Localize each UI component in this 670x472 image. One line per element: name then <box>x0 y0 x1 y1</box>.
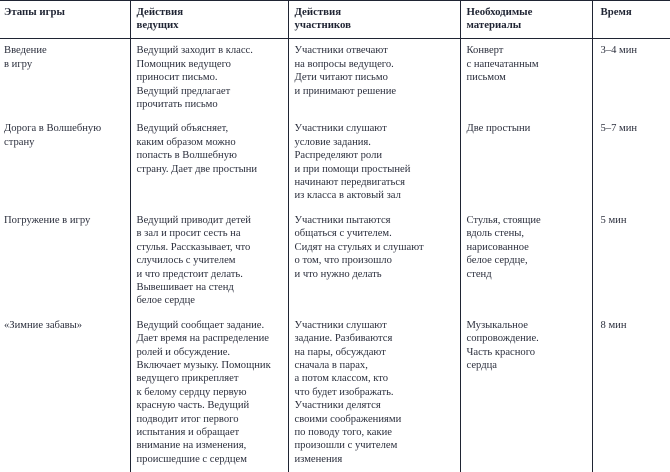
cell-line: Ведущий сообщает задание. <box>136 319 265 331</box>
cell-participant-actions <box>288 209 460 314</box>
cell-line: Ведущий объясняет, <box>136 123 229 135</box>
cell-line: стенд <box>466 268 492 280</box>
cell-line: Музыкальное <box>466 319 528 331</box>
cell-line: и что предстоит делать. <box>136 268 243 280</box>
cell-line: Дает время на распределение <box>136 333 270 345</box>
header-line: Необходимые <box>466 6 533 18</box>
cell-line: Участники пытаются <box>294 214 391 226</box>
cell-line: Распределяют роли <box>294 150 383 162</box>
cell-line: Ведущий заходит в класс. <box>136 45 253 57</box>
cell-line: общаться с учителем. <box>294 228 392 240</box>
cell-line: по поводу того, какие <box>294 426 393 438</box>
cell-line: ведущего прикрепляет <box>136 373 239 385</box>
cell-line: происшедшие с сердцем <box>136 453 247 465</box>
cell-line: подводит итог первого <box>136 413 239 425</box>
cell-line: произошли с учителем <box>294 440 398 452</box>
cell-line: условие задания. <box>294 136 371 148</box>
header-line: Действия <box>294 6 342 18</box>
cell-line: на вопросы ведущего. <box>294 58 394 70</box>
cell-time: 5–7 мин <box>592 117 670 208</box>
cell-materials <box>460 209 592 314</box>
header-line: участников <box>294 19 351 32</box>
cell-line: Вывешивает на стенд <box>136 281 234 293</box>
cell-line: о том, что произошло <box>294 255 392 267</box>
table-row <box>0 117 670 208</box>
cell-time: 3–4 мин <box>592 39 670 118</box>
cell-leader-actions <box>130 39 288 118</box>
cell-line: Конверт <box>466 45 504 57</box>
cell-line: Стулья, стоящие <box>466 214 541 226</box>
cell-materials <box>460 117 592 208</box>
table-row <box>0 209 670 314</box>
cell-line: Включает музыку. Помощник <box>136 359 271 371</box>
cell-line: на пары, обсуждают <box>294 346 386 358</box>
cell-participant-actions <box>288 117 460 208</box>
cell-line: с напечатанным <box>466 58 539 70</box>
cell-line: и принимают решение <box>294 85 397 97</box>
cell-time: 8 мин <box>592 314 670 472</box>
cell-line: письмом <box>466 72 506 84</box>
cell-line: ролей и обсуждение. <box>136 346 231 358</box>
cell-stage <box>0 39 130 118</box>
cell-line: Участники слушают <box>294 123 387 135</box>
cell-line: в игру <box>4 58 33 70</box>
header-line: ведущих <box>136 19 179 32</box>
cell-leader-actions <box>130 117 288 208</box>
cell-line: а потом классом, кто <box>294 373 389 385</box>
cell-line: приносит письмо. <box>136 72 218 84</box>
cell-line: своими соображениями <box>294 413 402 425</box>
header-line: материалы <box>466 19 522 32</box>
cell-line: Ведущий приводит детей <box>136 214 251 226</box>
cell-line: внимание на изменения, <box>136 440 247 452</box>
cell-line: страну <box>4 136 35 148</box>
cell-line: Сидят на стульях и слушают <box>294 241 424 253</box>
cell-participant-actions <box>288 39 460 118</box>
header-line: Действия <box>136 6 184 18</box>
cell-line: Участники делятся <box>294 400 381 412</box>
cell-line: Часть красного <box>466 346 536 358</box>
cell-line: «Зимние забавы» <box>4 319 83 331</box>
cell-line: к белому сердцу первую <box>136 386 247 398</box>
column-header-participant-actions <box>288 1 460 39</box>
cell-line: и при помощи простыней <box>294 163 411 175</box>
cell-leader-actions <box>130 209 288 314</box>
cell-stage <box>0 117 130 208</box>
cell-stage <box>0 209 130 314</box>
cell-line: Участники слушают <box>294 319 387 331</box>
cell-line: нарисованное <box>466 241 529 253</box>
cell-line: начинают передвигаться <box>294 177 405 189</box>
cell-materials <box>460 39 592 118</box>
cell-line: Участники отвечают <box>294 45 388 57</box>
cell-line: красную часть. Ведущий <box>136 400 250 412</box>
cell-line: случилось с учителем <box>136 255 236 267</box>
cell-line: в зал и просит сесть на <box>136 228 241 240</box>
cell-line: сопровождение. <box>466 333 539 345</box>
table-header <box>0 1 670 39</box>
cell-line: что будет изображать. <box>294 386 394 398</box>
cell-line: испытания и обращает <box>136 426 240 438</box>
table-row <box>0 39 670 118</box>
cell-leader-actions <box>130 314 288 472</box>
cell-materials <box>460 314 592 472</box>
cell-participant-actions <box>288 314 460 472</box>
column-header-time <box>592 1 670 39</box>
cell-line: задание. Разбиваются <box>294 333 393 345</box>
cell-line: Помощник ведущего <box>136 58 231 70</box>
header-line: Этапы игры <box>4 6 65 18</box>
cell-line: Введение <box>4 45 47 57</box>
cell-stage <box>0 314 130 472</box>
cell-time: 5 мин <box>592 209 670 314</box>
column-header-materials <box>460 1 592 39</box>
cell-line: прочитать письмо <box>136 99 218 111</box>
cell-line: сначала в парах, <box>294 359 368 371</box>
cell-line: вдоль стены, <box>466 228 525 240</box>
cell-line: из класса в актовый зал <box>294 190 401 202</box>
cell-line: белое сердце, <box>466 255 528 267</box>
cell-line: стулья. Рассказывает, что <box>136 241 251 253</box>
cell-line: Дорога в Волшебную <box>4 123 102 135</box>
column-header-stage <box>0 1 130 39</box>
cell-line: Две простыни <box>466 123 531 135</box>
column-header-leader-actions <box>130 1 288 39</box>
table-row <box>0 314 670 472</box>
cell-line: Погружение в игру <box>4 214 91 226</box>
cell-line: Дети читают письмо <box>294 72 388 84</box>
cell-line: и что нужно делать <box>294 268 382 280</box>
cell-line: Ведущий предлагает <box>136 85 231 97</box>
cell-line: белое сердце <box>136 295 195 307</box>
cell-line: сердца <box>466 359 497 371</box>
table-header-row <box>0 1 670 39</box>
header-line: Время <box>600 6 632 18</box>
table-body <box>0 39 670 472</box>
cell-line: попасть в Волшебную <box>136 150 237 162</box>
cell-line: каким образом можно <box>136 136 236 148</box>
cell-line: изменения <box>294 453 343 465</box>
cell-line: страну. Дает две простыни <box>136 163 258 175</box>
